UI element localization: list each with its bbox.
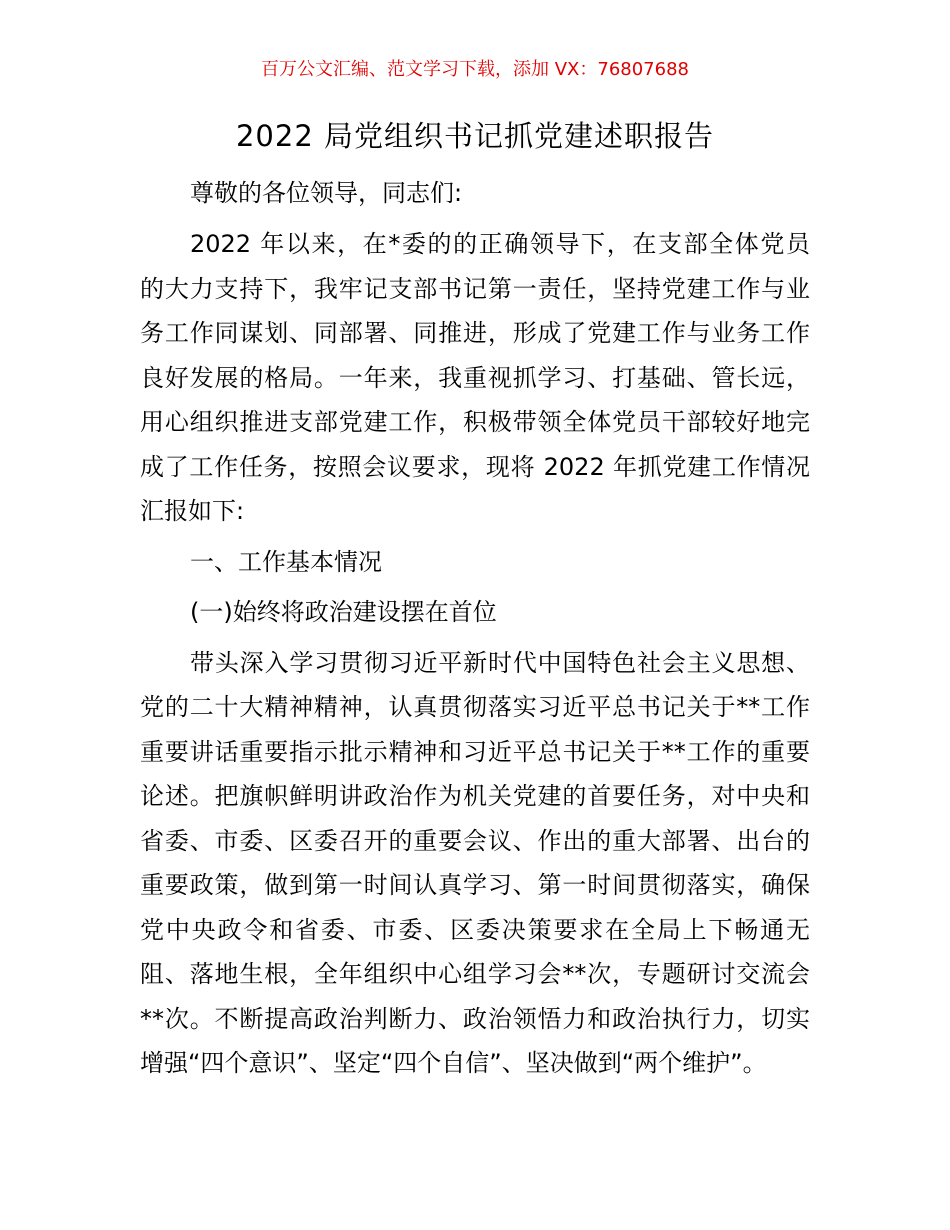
paragraph-line: 论述。把旗帜鲜明讲政治作为机关党建的首要任务，对中央和: [140, 782, 810, 810]
paragraph-line: 重要讲话重要指示批示精神和习近平总书记关于**工作的重要: [140, 737, 810, 766]
paragraph-line: 成了工作任务，按照会议要求，现将 2022 年抓党建工作情况: [140, 452, 810, 481]
document-body: [140, 222, 810, 1086]
paragraph-line: 良好发展的格局。一年来，我重视抓学习、打基础、管长远，: [140, 363, 810, 392]
paragraph-line: 的大力支持下，我牢记支部书记第一责任，坚持党建工作与业: [140, 274, 810, 303]
paragraph-line: 党的二十大精神精神，认真贯彻落实习近平总书记关于**工作: [140, 693, 810, 721]
body-paragraph: [140, 641, 810, 1086]
paragraph-line: 务工作同谋划、同部署、同推进，形成了党建工作与业务工作: [140, 319, 810, 347]
paragraph-line: 用心组织推进支部党建工作，积极带领全体党员干部较好地完: [140, 408, 810, 436]
paragraph-line: 党中央政令和省委、市委、区委决策要求在全局上下畅通无: [140, 915, 810, 944]
paragraph-line: **次。不断提高政治判断力、政治领悟力和政治执行力，切实: [140, 1004, 810, 1033]
paragraph-line: 增强“四个意识”、坚定“四个自信”、坚决做到“两个维护”。: [140, 1049, 767, 1077]
section-heading: 一、工作基本情况: [190, 547, 382, 576]
paragraph-line: 带头深入学习贯彻习近平新时代中国特色社会主义思想、: [190, 648, 810, 677]
paragraph-line: 2022 年以来，在*委的的正确领导下，在支部全体党员: [190, 230, 810, 258]
subsection-heading: (一)始终将政治建设摆在首位: [190, 598, 497, 626]
intro-paragraph: [140, 222, 810, 534]
paragraph-line: 阻、落地生根，全年组织中心组学习会**次，专题研讨交流会: [140, 960, 810, 988]
paragraph-line: 省委、市委、区委召开的重要会议、作出的重大部署、出台的: [140, 826, 810, 855]
promo-header: 百万公文汇编、范文学习下载，添加 VX：76807688: [261, 59, 689, 80]
paragraph-line: 重要政策，做到第一时间认真学习、第一时间贯彻落实，确保: [140, 871, 810, 899]
document-title: 2022 局党组织书记抓党建述职报告: [235, 119, 715, 153]
salutation: 尊敬的各位领导，同志们:: [190, 179, 463, 207]
paragraph-line: 汇报如下:: [140, 497, 245, 525]
